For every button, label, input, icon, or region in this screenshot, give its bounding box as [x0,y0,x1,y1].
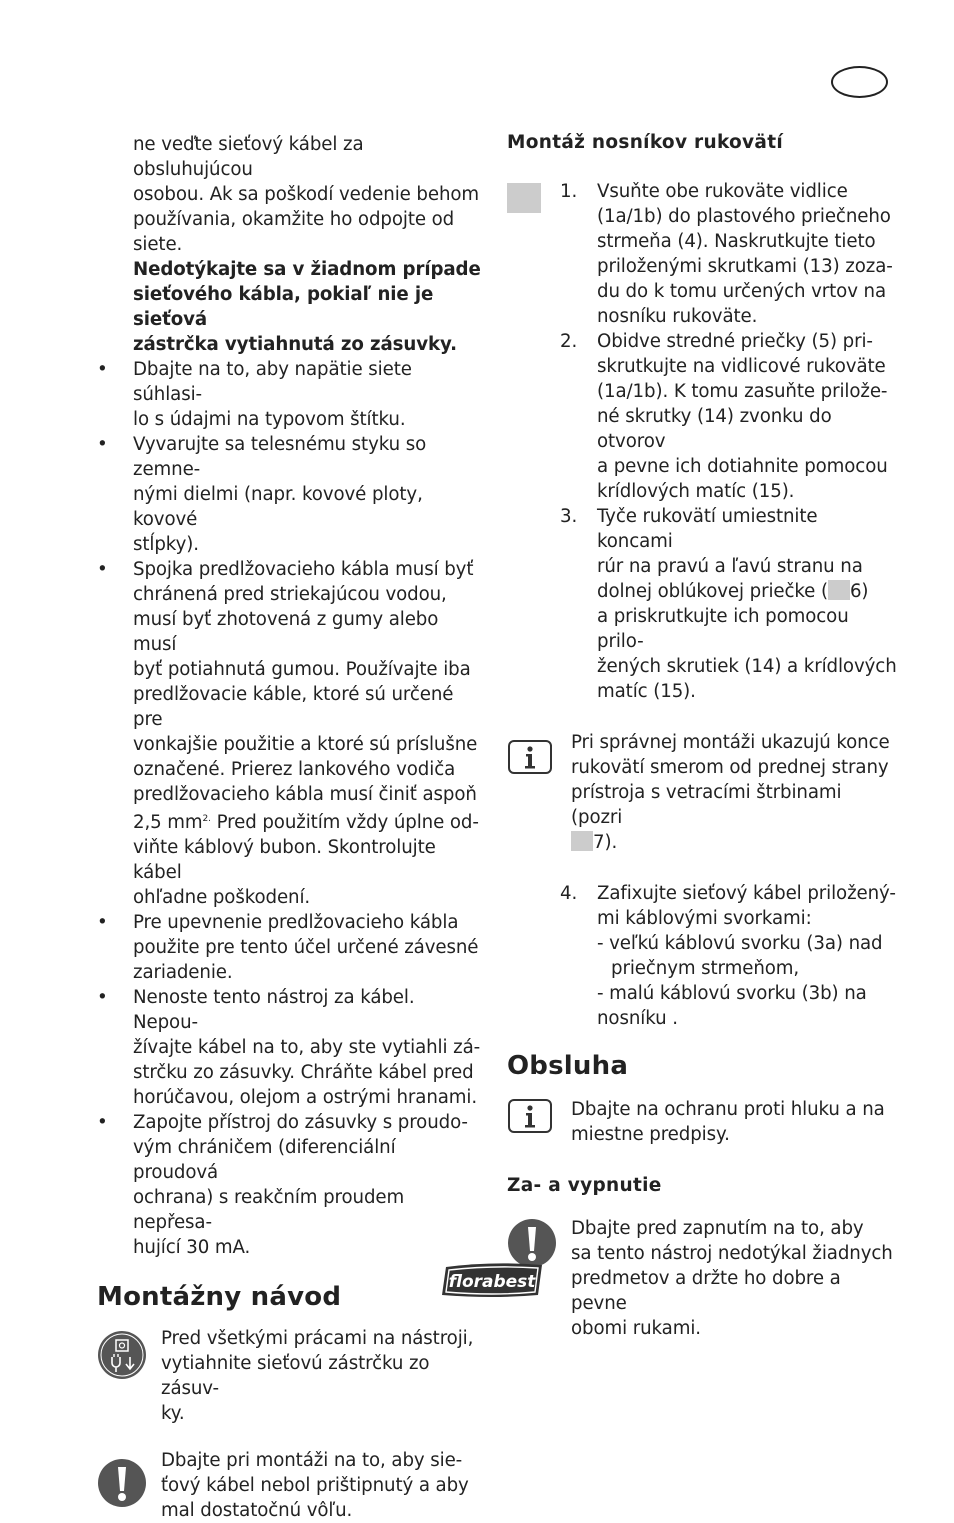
warning-line: sieťového kábla, pokiaľ nie je sieťová [133,284,434,330]
text-line: vonkajšie použitie a ktoré sú príslušne [133,734,478,755]
florabest-logo [438,1259,548,1301]
text-line [597,579,897,604]
text-line: - malú káblovú svorku (3b) na [597,983,867,1004]
bullet-item [97,985,481,1110]
text-line: du do k tomu určených vrtov na [597,281,887,302]
info-icon [507,1099,553,1133]
bullet-dot: • [97,359,108,380]
text-line: Zafixujte sieťový kábel priložený- [597,883,896,904]
bullet-item [97,557,481,910]
text-line: Dbajte pri montáži na to, aby sie- [161,1450,463,1472]
figure-number: 7). [593,832,618,853]
step-number: 4. [560,883,578,904]
language-tab-oval [831,66,888,98]
bullet-item [97,357,481,432]
info-icon [507,740,553,774]
logo-text: florabest [448,1272,536,1292]
text-line: strmeňa (4). Naskrutkujte tieto [597,231,876,252]
text-line: a pevne ich dotiahnite pomocou [597,456,888,477]
text-line: mi káblovými svorkami: [597,908,812,929]
text-line: a priskrutkujte ich pomocou prilo- [597,606,849,652]
text-line: nosníku . [597,1008,678,1029]
subheading-on-off: Za- a vypnutie [507,1175,662,1196]
subheading-handle-assembly: Montáž nosníkov rukovätí [507,132,783,153]
text-line: Pri správnej montáži ukazujú konce [571,732,890,753]
step-item [507,504,897,704]
figure-marker [571,831,593,851]
superscript: 2. [202,814,211,824]
steps-list [507,179,897,704]
text-line: (1a/1b) do plastového priečneho [597,206,891,227]
text-line: ťový kábel nebol prištipnutý a aby [161,1475,469,1497]
warning-line: zástrčka vytiahnutá zo zásuvky. [133,334,457,355]
bullet-item [97,910,481,985]
section-heading-assembly: Montážny návod [97,1282,342,1313]
text-line: ne veďte sieťový kábel za obsluhujúcou [133,134,364,180]
cable-size: 2,5 mm [133,812,203,834]
text-line: osobou. Ak sa poškodí vedenie behom [133,184,480,205]
text-line: (1a/1b). K tomu zasuňte prilože- [597,381,888,402]
text-line: označené. Prierez lankového vodiča [133,759,456,780]
text-line: Spojka predlžovacieho kábla musí byť [133,559,474,580]
text-line: siete. [133,234,183,255]
bullet-dot: • [97,912,108,934]
text-line: ohľadne poškodení. [133,887,311,909]
logo-badge [438,1259,548,1301]
text-line: nosníku rukoväte. [597,306,758,327]
text-line: musí byť zhotovená z gumy alebo musí [133,609,439,655]
bullet-dot: • [97,559,108,580]
text-line: vým chráničem (diferenciální proudová [133,1137,396,1184]
text-line: skrutkujte na vidlicové rukoväte [597,356,886,377]
text-line: Zapojte přístroj do zásuvky s proudo- [133,1112,468,1134]
text-line: rukovätí smerom od prednej strany [571,757,889,778]
unplug-icon [97,1330,147,1380]
warning-line: Nedotýkajte sa v žiadnom prípade [133,259,481,280]
bullet-dot: • [97,434,108,455]
text-line: predmetov a držte ho dobre a pevne [571,1268,841,1314]
text-line: obomi rukami. [571,1318,701,1339]
text-line: krídlových matíc (15). [597,481,795,502]
text-line: ochrana) s reakčním proudem nepřesa- [133,1187,405,1234]
text-line: používania, okamžite ho odpojte od [133,209,455,230]
bullet-item [97,1110,481,1260]
step-number: 2. [560,331,578,352]
text-line: Pred všetkými prácami na nástroji, [161,1328,474,1350]
text-line: Tyče rukovätí umiestnite koncami [597,506,818,552]
step-number: 3. [560,506,578,527]
cable-notice [97,1448,481,1523]
text-line: mal dostatočnú vôľu. [161,1500,353,1522]
right-column [507,132,897,1341]
text-line: sa tento nástroj nedotýkal žiadnych [571,1243,893,1264]
text-line: žených skrutiek (14) a krídlových [597,656,897,677]
text-fragment: dolnej oblúkovej priečke ( [597,581,828,602]
bullet-dot: • [97,1112,108,1134]
text-line: strčku zo zásuvky. Chráňte kábel pred [133,1062,474,1084]
text-line: Vsuňte obe rukoväte vidlice [597,181,848,202]
exclamation-icon [97,1458,147,1508]
text-line: hující 30 mA. [133,1237,251,1259]
bullet-dot: • [97,987,108,1009]
text-fragment: Pred použitím vždy úplne od- [210,812,479,834]
step-number: 1. [560,181,578,202]
intro-paragraph [97,132,481,357]
figure-marker [828,580,850,600]
text-line: priečnym strmeňom, [611,958,800,979]
text-line: ky. [161,1403,185,1425]
step-item [507,881,897,1031]
text-line: Obidve stredné priečky (5) pri- [597,331,873,352]
bullet-item [97,432,481,557]
text-line: byť potiahnutá gumou. Používajte iba [133,659,471,680]
figure-number: 6) [849,581,869,602]
text-line: nými dielmi (napr. kovové ploty, kovové [133,484,423,530]
step-item [507,329,897,504]
text-line: - veľkú káblovú svorku (3a) nad [597,933,883,954]
text-line: Dbajte na ochranu proti hluku a na [571,1099,885,1120]
text-line: vytiahnite sieťovú zástrčku zo zásuv- [161,1353,430,1400]
unplug-notice [97,1326,481,1426]
text-line [133,807,481,835]
text-line: žívajte kábel na to, aby ste vytiahli zá- [133,1037,481,1059]
text-line: prístroja s vetracími štrbinami (pozri [571,782,842,828]
text-line: zariadenie. [133,962,233,984]
text-line: Nenoste tento nástroj za kábel. Nepou- [133,987,415,1034]
noise-info [507,1097,897,1147]
text-line: Vyvarujte sa telesnému styku so zemne- [133,434,427,480]
text-line: horúčavou, olejom a ostrými hranami. [133,1087,478,1109]
startup-notice [507,1216,897,1341]
text-line: predlžovacieho kábla musí činiť aspoň [133,784,477,805]
text-line: miestne predpisy. [571,1124,730,1145]
info-note [507,730,897,855]
text-line: predlžovacie káble, ktoré sú určené pre [133,684,454,730]
left-column [97,132,481,1523]
text-line: stĺpky). [133,534,199,555]
text-line: Dbajte pred zapnutím na to, aby [571,1218,864,1239]
text-line [571,830,897,855]
text-line: Pre upevnenie predlžovacieho kábla [133,912,459,934]
text-line: priloženými skrutkami (13) zoza- [597,256,893,277]
text-line: né skrutky (14) zvonku do otvorov [597,406,832,452]
text-line: chránená pred striekajúcou vodou, [133,584,447,605]
text-line: matíc (15). [597,681,696,702]
step-item [507,179,897,329]
text-line: Dbajte na to, aby napätie siete súhlasi- [133,359,412,405]
text-line: rúr na pravú a ľavú stranu na [597,556,863,577]
text-line: viňte káblový bubon. Skontrolujte kábel [133,837,436,884]
text-line: použite pre tento účel určené závesné [133,937,479,959]
text-line: lo s údajmi na typovom štítku. [133,409,406,430]
section-heading-operation: Obsluha [507,1051,629,1081]
